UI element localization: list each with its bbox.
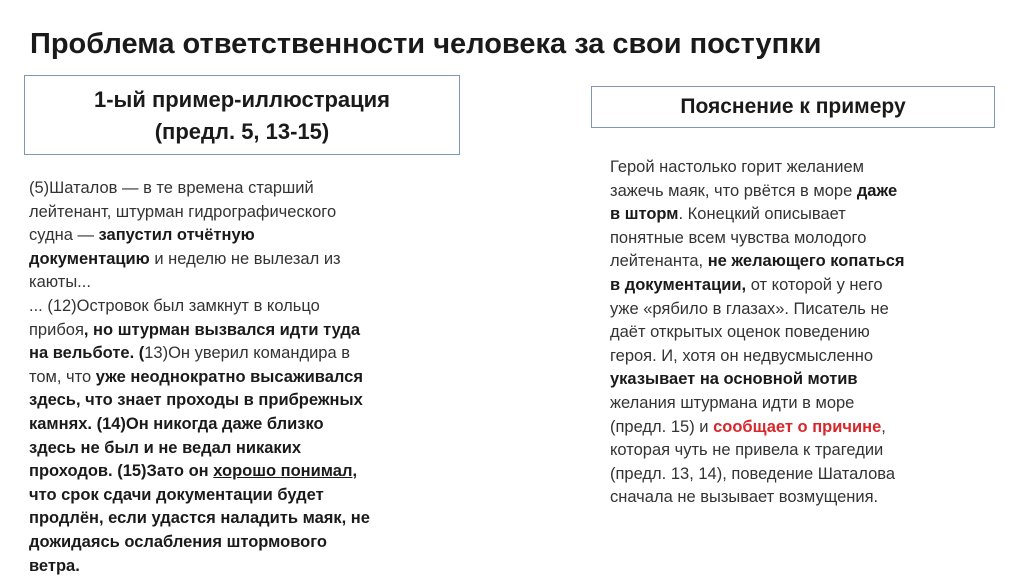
text-line: здесь не был и не ведал никаких [29, 437, 439, 461]
text-line: героя. И, хотя он недвусмысленно [610, 345, 970, 369]
text-line: ... (12)Островок был замкнут в кольцо [29, 295, 439, 319]
text-line: (5)Шаталов — в те времена старший [29, 177, 439, 201]
text-line: на вельботе. (13)Он уверил командира в [29, 342, 439, 366]
text-line: (предл. 13, 14), поведение Шаталова [610, 463, 970, 487]
text-line: прибоя, но штурман вызвался идти туда [29, 319, 439, 343]
highlight-text: не желающего копаться [708, 252, 905, 270]
text-line: дожидаясь ослабления штормового [29, 531, 439, 555]
highlight-text: уже неоднократно высаживался [96, 368, 363, 386]
text-line: том, что уже неоднократно высаживался [29, 366, 439, 390]
highlight-text: даже [857, 182, 897, 200]
text-line: в шторм. Конецкий описывает [610, 203, 970, 227]
example-quote-text [29, 177, 439, 578]
highlight-text: в шторм [610, 205, 679, 223]
text-line: указывает на основной мотив [610, 368, 970, 392]
text-line: желания штурмана идти в море [610, 392, 970, 416]
text-line: ветра. [29, 555, 439, 578]
text-line: зажечь маяк, что рвётся в море даже [610, 180, 970, 204]
explanation-text [610, 156, 970, 510]
explanation-header-label: Пояснение к примеру [592, 87, 994, 127]
example-header-line1: 1-ый пример-иллюстрация [25, 84, 459, 116]
text-line: которая чуть не привела к трагедии [610, 439, 970, 463]
text-line: документацию и неделю не вылезал из [29, 248, 439, 272]
underlined-text: хорошо понимал [213, 462, 352, 480]
text-line: уже «рябило в глазах». Писатель не [610, 298, 970, 322]
text-line: Герой настолько горит желанием [610, 156, 970, 180]
text-line: лейтенант, штурман гидрографического [29, 201, 439, 225]
text-line: в документации, от которой у него [610, 274, 970, 298]
explanation-header-box [591, 86, 995, 128]
text-line: лейтенанта, не желающего копаться [610, 250, 970, 274]
highlight-text: на вельботе. ( [29, 344, 144, 362]
example-header-box [24, 75, 460, 155]
example-header-line2: (предл. 5, 13-15) [25, 116, 459, 148]
text-line: даёт открытых оценок поведению [610, 321, 970, 345]
text-line: сначала не вызывает возмущения. [610, 486, 970, 510]
text-line: судна — запустил отчётную [29, 224, 439, 248]
text-line: здесь, что знает проходы в прибрежных [29, 389, 439, 413]
text-line: что срок сдачи документации будет [29, 484, 439, 508]
highlight-text: , но штурман вызвался идти туда [84, 321, 360, 339]
text-line: камнях. (14)Он никогда даже близко [29, 413, 439, 437]
slide-title: Проблема ответственности человека за свои поступки [30, 28, 821, 61]
text-line: продлён, если удастся наладить маяк, не [29, 507, 439, 531]
highlight-text: запустил отчётную [99, 226, 255, 244]
highlight-text: документацию [29, 250, 150, 268]
red-highlight-text: сообщает о причине [713, 418, 881, 436]
text-line: (предл. 15) и сообщает о причине, [610, 416, 970, 440]
highlight-text: в документации, [610, 276, 746, 294]
text-line: понятные всем чувства молодого [610, 227, 970, 251]
text-line: каюты... [29, 271, 439, 295]
text-line: проходов. (15)Зато он хорошо понимал, [29, 460, 439, 484]
